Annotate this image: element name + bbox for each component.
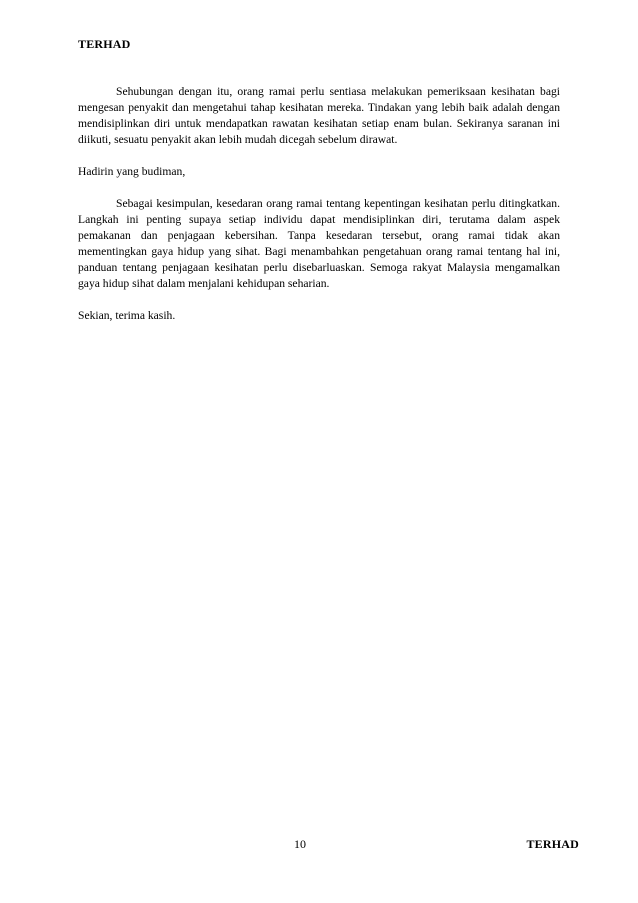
paragraph-conclusion: Sebagai kesimpulan, kesedaran orang ramai tentang kepentingan kesihatan perlu ditingkatkan. Langkah ini penting supaya setiap individu dapat mendisiplinkan diri, terutama dalam aspek pemakanan dan penjagaan kebersihan. Tanpa kesedaran tersebut, orang ramai tidak akan mementingkan gaya hidup yang sihat. Bagi menambahkan pengetahuan orang ramai tentang hal ini, panduan tentang penjagaan kesihatan perlu disebarluaskan. Semoga rakyat Malaysia mengamalkan gaya hidup sihat dalam menjalani kehidupan seharian. xyxy=(78,197,560,290)
page-number: 10 xyxy=(294,837,306,851)
footer-classification-label: TERHAD xyxy=(526,837,579,851)
paragraph-closing: Sekian, terima kasih. xyxy=(78,309,176,322)
paragraph-health-screening: Sehubungan dengan itu, orang ramai perlu sentiasa melakukan pemeriksaan kesihatan bagi mengesan penyakit dan mengetahui tahap kesihatan mereka. Tindakan yang lebih baik adalah dengan mendisiplinkan diri untuk mendapatkan rawatan kesihatan setiap enam bulan. Sekiranya saranan ini diikuti, sesuatu penyakit akan lebih mudah dicegah sebelum dirawat. xyxy=(78,85,560,146)
header-classification-label: TERHAD xyxy=(78,37,131,51)
document-body xyxy=(78,84,560,340)
paragraph-greeting: Hadirin yang budiman, xyxy=(78,165,186,178)
